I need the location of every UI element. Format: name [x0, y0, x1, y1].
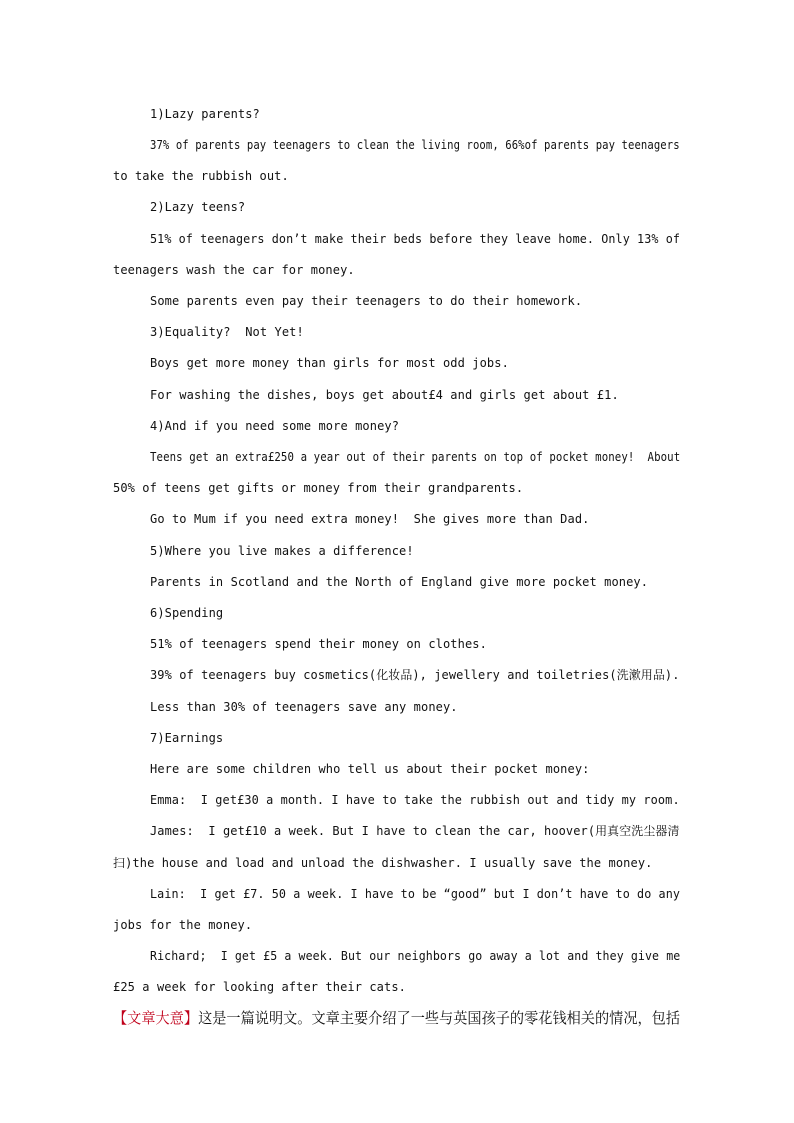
paragraph-line: 39% of teenagers buy cosmetics(化妆品), jewellery and toiletries(洗漱用品).: [150, 668, 680, 682]
paragraph-line: Boys get more money than girls for most odd jobs.: [150, 356, 509, 370]
article-summary: [113, 1009, 680, 1027]
quote-lain-continued: jobs for the money.: [113, 918, 253, 932]
paragraph-line: Less than 30% of teenagers save any money.: [150, 700, 458, 714]
paragraph-line: Parents in Scotland and the North of England give more pocket money.: [150, 575, 649, 589]
paragraph-line: Teens get an extra£250 a year out of their parents on top of pocket money! About: [150, 450, 681, 464]
heading-where-you-live: 5)Where you live makes a difference!: [150, 544, 414, 558]
paragraph-line: 51% of teenagers don’t make their beds before they leave home. Only 13% of: [150, 232, 681, 246]
paragraph-line: Go to Mum if you need extra money! She gives more than Dad.: [150, 512, 590, 526]
heading-spending: 6)Spending: [150, 606, 224, 620]
summary-text: 这是一篇说明文。文章主要介绍了一些与英国孩子的零花钱相关的情况，包括: [198, 1009, 681, 1027]
heading-lazy-teens: 2)Lazy teens?: [150, 200, 246, 214]
paragraph-line: 37% of parents pay teenagers to clean the living room, 66%of parents pay teenagers: [150, 138, 680, 152]
heading-earnings: 7)Earnings: [150, 731, 224, 745]
paragraph-line: teenagers wash the car for money.: [113, 263, 355, 277]
paragraph-line: 50% of teens get gifts or money from their grandparents.: [113, 481, 524, 495]
heading-lazy-parents: 1)Lazy parents?: [150, 107, 260, 121]
quote-richard: Richard; I get £5 a week. But our neighbors go away a lot and they give me: [150, 949, 681, 963]
paragraph-line: 51% of teenagers spend their money on clothes.: [150, 637, 487, 651]
paragraph-line: For washing the dishes, boys get about£4 and girls get about £1.: [150, 388, 619, 402]
heading-more-money: 4)And if you need some more money?: [150, 419, 400, 433]
heading-equality: 3)Equality? Not Yet!: [150, 325, 304, 339]
summary-tag: 【文章大意】: [113, 1009, 199, 1027]
paragraph-line: to take the rubbish out.: [113, 169, 289, 183]
quote-james-continued: 扫)the house and load and unload the dishwasher. I usually save the money.: [113, 856, 653, 870]
quote-james: James: I get£10 a week. But I have to clean the car, hoover(用真空洗尘器清: [150, 824, 680, 838]
paragraph-line: Some parents even pay their teenagers to do their homework.: [150, 294, 583, 308]
quote-richard-continued: £25 a week for looking after their cats.: [113, 980, 406, 994]
paragraph-line: Here are some children who tell us about their pocket money:: [150, 762, 590, 776]
quote-lain: Lain: I get £7. 50 a week. I have to be “good” but I don’t have to do any: [150, 887, 681, 901]
quote-emma: Emma: I get£30 a month. I have to take the rubbish out and tidy my room.: [150, 793, 680, 807]
